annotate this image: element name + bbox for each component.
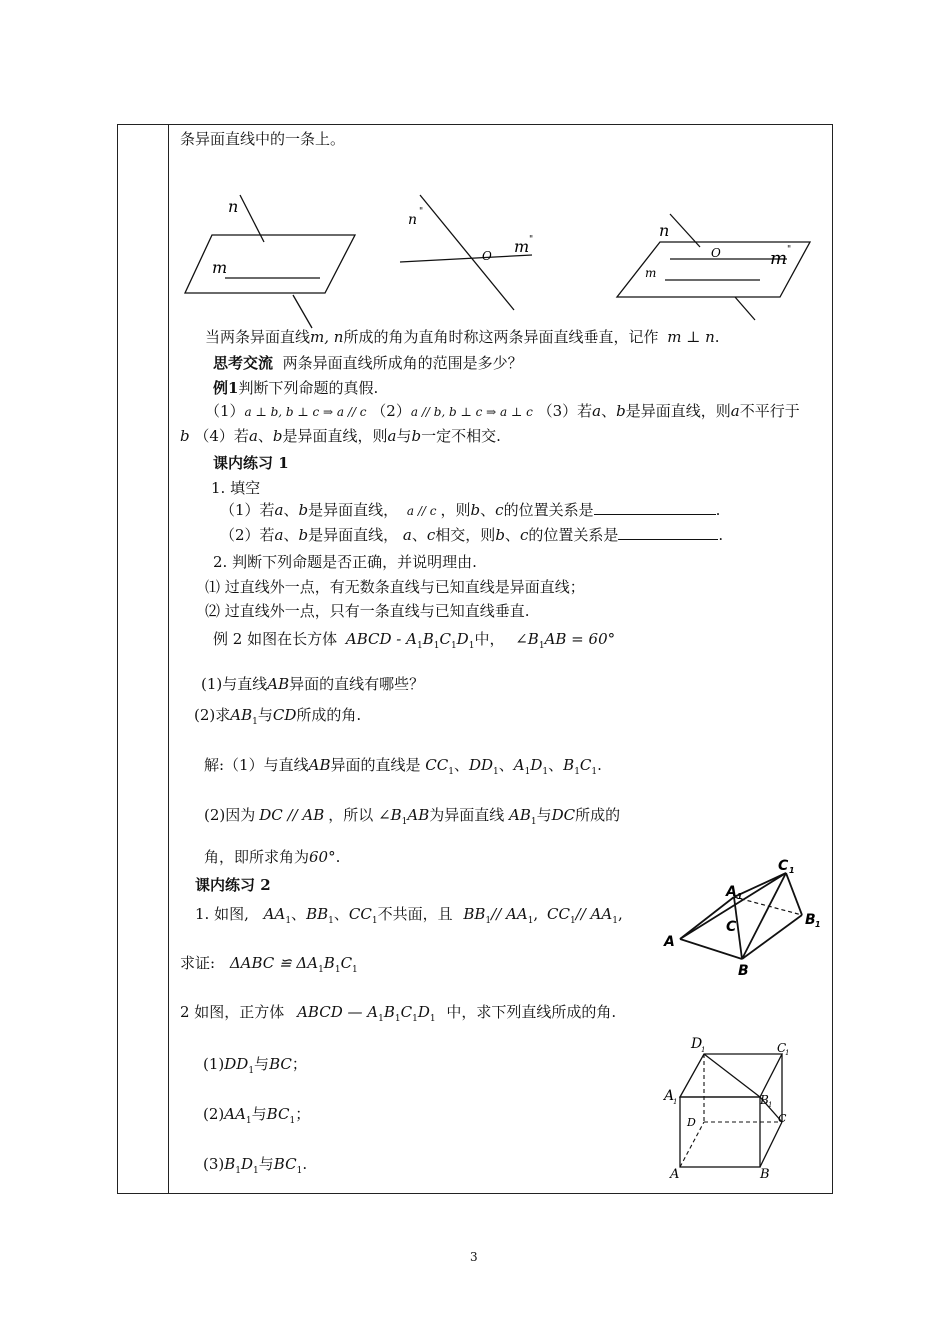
fig4-label-C: C — [726, 919, 737, 935]
fig2-label-n: n — [408, 212, 418, 228]
example2-q1: (1)与直线AB异面的直线有哪些？ — [201, 675, 425, 693]
practice2-item2: $(2)AA_1$与$BC_1$； — [203, 1105, 311, 1126]
fig2-label-o: O — [482, 249, 492, 263]
example2-solution2: (2)因为 DC // AB ，所以 $\angle B_1AB$为异面直线 $AB_1$与DC所成的 — [204, 806, 621, 827]
svg-text:1: 1 — [815, 920, 821, 929]
svg-text:": " — [529, 235, 534, 245]
example1-line2: b （4）若a、b是异面直线，则a与b一定不相交. — [180, 427, 501, 445]
fig4-label-B: B — [738, 963, 749, 979]
fig3-label-n: n — [659, 221, 670, 240]
practice1-q2b: ⑵ 过直线外一点，只有一条直线与已知直线垂直. — [205, 602, 530, 620]
fig3-label-m-prime: m — [770, 248, 788, 269]
practice2-heading: 课内练习 2 — [195, 876, 271, 894]
example1-line1: （1）a ⊥ b, b ⊥ c ⇒ a // c （2）a // b, b ⊥ c ⇒ a ⊥ c （3）若a、b是异面直线，则a不平行于 — [205, 402, 800, 420]
fig5-label-B: B — [760, 1167, 770, 1182]
fig4-label-A1: A — [726, 884, 737, 900]
figure-prism — [660, 855, 825, 980]
example2-solution3: 角，即所求角为60°. — [204, 848, 341, 866]
perp-definition: 当两条异面直线m, n所成的角为直角时称这两条异面直线垂直，记作 m ⊥ n. — [205, 328, 720, 346]
example1-title: 例1判断下列命题的真假. — [213, 379, 379, 397]
example2-title: 例 2 如图在长方体 ABCD - $A_1B_1C_1D_1$中， $\angle B_1AB = 60^\circ$ — [213, 630, 616, 651]
practice2-q1: 1. 如图, $AA_1$、$BB_1$、$CC_1$不共面，且 $BB_1//$ $AA_1$, $CC_1//$ $AA_1$, — [195, 905, 623, 926]
svg-text:1: 1 — [789, 866, 795, 875]
fig4-label-A: A — [664, 934, 675, 950]
svg-text:1: 1 — [737, 892, 743, 901]
fig5-label-D1: D — [691, 1036, 703, 1052]
practice1-q2a: ⑴ 过直线外一点，有无数条直线与已知直线是异面直线； — [205, 578, 585, 596]
figure-intersecting-lines — [398, 192, 538, 317]
practice1-q2: 2. 判断下列命题是否正确，并说明理由. — [213, 553, 477, 571]
fig5-label-C: C — [778, 1112, 787, 1125]
figure-translated-lines-plane — [615, 212, 815, 324]
fig5-label-A: A — [670, 1167, 680, 1182]
fig5-label-C1: C — [777, 1041, 787, 1055]
svg-text:": " — [787, 245, 792, 255]
practice2-prove: 求证: ΔABC ≌ $\Delta A_1B_1C_1$ — [180, 954, 358, 975]
fig3-label-o: O — [711, 246, 721, 260]
page-number: 3 — [470, 1250, 478, 1264]
fig4-label-B1: B — [805, 912, 816, 928]
fig1-label-m: m — [212, 258, 228, 277]
think-exchange: 思考交流 两条异面直线所成角的范围是多少？ — [213, 354, 523, 372]
intro-text: 条异面直线中的一条上。 — [180, 130, 346, 148]
svg-text:1: 1 — [673, 1098, 678, 1106]
svg-text:1: 1 — [768, 1101, 773, 1109]
example2-q2: (2)求$AB_1$与CD所成的角. — [194, 706, 362, 727]
fig5-label-B1: B — [760, 1093, 769, 1107]
example2-solution1: 解:（1）与直线AB异面的直线是 $CC_1$、$DD_1$、$A_1D_1$、$B_1C_1$. — [204, 756, 602, 777]
fig4-label-C1: C — [778, 858, 789, 874]
practice2-item3: $(3)B_1D_1$与$BC_1$. — [203, 1155, 308, 1176]
practice1-q1b: （2）若a、b是异面直线， a、c相交，则b、c的位置关系是 . — [220, 526, 724, 544]
svg-text:": " — [419, 207, 424, 217]
practice1-heading: 课内练习 1 — [213, 454, 289, 472]
fig1-label-n: n — [228, 197, 239, 216]
fig5-label-A1: A — [664, 1088, 675, 1104]
svg-text:1: 1 — [701, 1046, 706, 1054]
practice2-q2: 2 如图，正方体 ABCD — $A_1B_1C_1D_1$ 中，求下列直线所成的角. — [180, 1003, 617, 1024]
fig5-label-D: D — [687, 1116, 696, 1129]
fig3-label-m: m — [645, 266, 657, 280]
practice1-q1: 1. 填空 — [211, 479, 261, 497]
table-column-divider — [168, 124, 169, 1194]
fig2-label-m: m — [514, 237, 530, 256]
practice1-q1a: （1）若a、b是异面直线， a // c ，则b、c的位置关系是 . — [220, 501, 721, 519]
svg-text:1: 1 — [785, 1049, 790, 1057]
practice2-item1: $(1)DD_1$与BC； — [203, 1055, 307, 1076]
figure-skew-lines-plane — [180, 190, 360, 330]
figure-cube — [660, 1030, 800, 1180]
